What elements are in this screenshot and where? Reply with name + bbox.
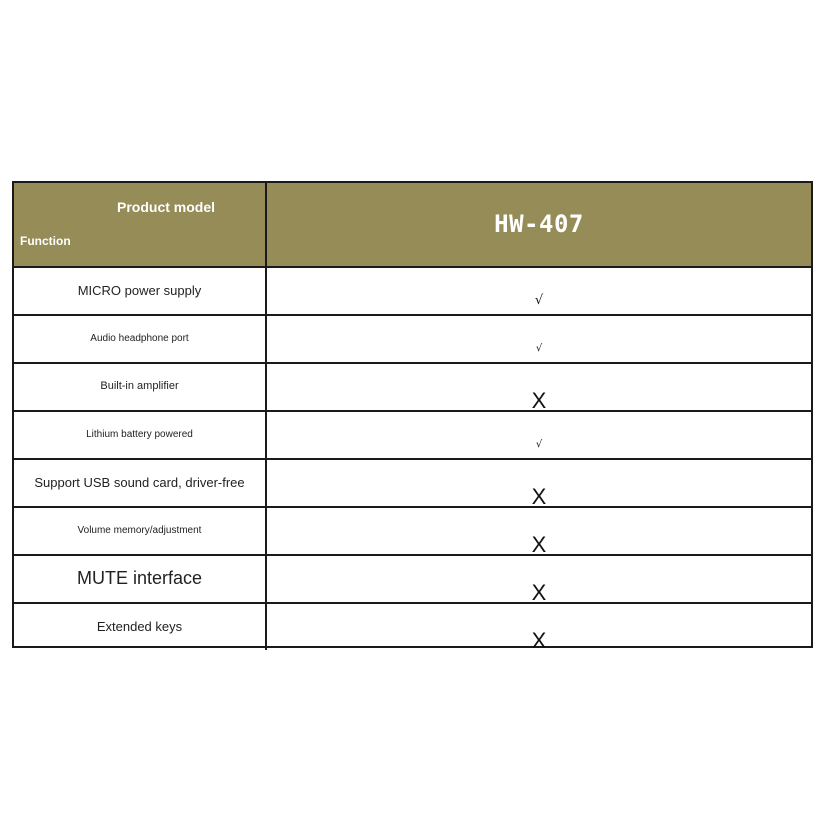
table-row bbox=[14, 604, 811, 653]
table-row bbox=[14, 508, 811, 556]
function-name: MICRO power supply bbox=[77, 283, 202, 298]
function-name: Extended keys bbox=[96, 619, 183, 634]
function-cell bbox=[14, 460, 267, 506]
cross-mark-icon: X bbox=[531, 532, 547, 557]
value-cell bbox=[267, 364, 811, 413]
function-name: Built-in amplifier bbox=[100, 380, 179, 392]
value-cell bbox=[267, 604, 811, 653]
table-row bbox=[14, 364, 811, 412]
cross-mark-icon: X bbox=[531, 388, 547, 413]
value-cell bbox=[267, 460, 811, 509]
check-mark-icon: √ bbox=[535, 343, 543, 354]
comparison-table bbox=[12, 181, 813, 653]
function-name: Audio headphone port bbox=[90, 333, 189, 344]
table-row bbox=[14, 316, 811, 364]
header-corner-cell bbox=[14, 183, 267, 266]
table-row bbox=[14, 412, 811, 460]
function-cell bbox=[14, 604, 267, 650]
function-cell bbox=[14, 316, 267, 362]
table-row bbox=[14, 268, 811, 316]
function-cell bbox=[14, 268, 267, 314]
function-name: Support USB sound card, driver-free bbox=[34, 475, 245, 490]
table-header bbox=[14, 183, 811, 268]
value-cell bbox=[267, 508, 811, 557]
cross-mark-icon: X bbox=[531, 628, 547, 653]
check-mark-icon: √ bbox=[534, 293, 544, 308]
function-cell bbox=[14, 364, 267, 410]
value-cell bbox=[267, 268, 811, 314]
table-body bbox=[14, 268, 811, 653]
function-name: Volume memory/adjustment bbox=[77, 525, 202, 536]
table-row bbox=[14, 556, 811, 604]
value-cell bbox=[267, 412, 811, 458]
function-label: Function bbox=[20, 234, 71, 248]
value-cell bbox=[267, 316, 811, 362]
value-cell bbox=[267, 556, 811, 605]
function-name: Lithium battery powered bbox=[86, 429, 193, 440]
function-name: MUTE interface bbox=[76, 568, 203, 588]
model-name: HW-407 bbox=[494, 210, 584, 238]
function-cell bbox=[14, 556, 267, 602]
table-row bbox=[14, 460, 811, 508]
cross-mark-icon: X bbox=[531, 580, 547, 605]
check-mark-icon: √ bbox=[535, 439, 543, 450]
cross-mark-icon: X bbox=[531, 484, 547, 509]
function-cell bbox=[14, 508, 267, 554]
product-model-label: Product model bbox=[117, 199, 216, 215]
function-cell bbox=[14, 412, 267, 458]
